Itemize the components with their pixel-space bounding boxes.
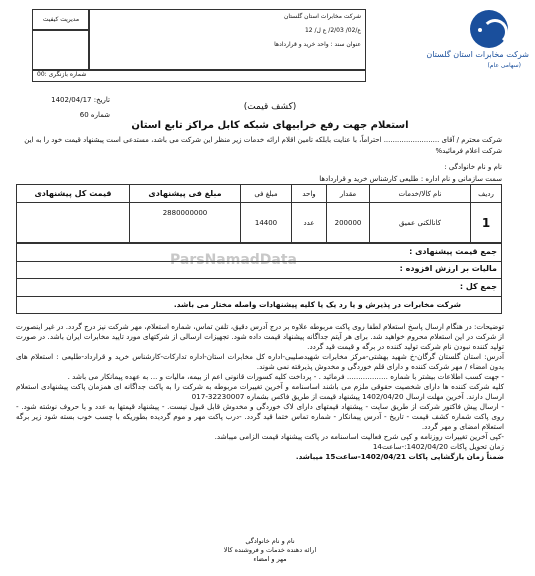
page-title: استعلام جهت رفع خرابیهای شبکه کابل مراکز تابع استان (131, 120, 409, 131)
doc-code: ع/02/ 2/03/ ع ل/ 12 (304, 27, 361, 34)
items-table (16, 184, 502, 243)
telecom-logo-icon (470, 10, 508, 48)
footer-stamp: مهر و امضاء (253, 555, 287, 563)
org-name: شرکت مخابرات استان گلستان (426, 50, 529, 59)
signer-position: سمت سازمانی و نام اداره : طلیعی کارشناس خرید و قراردادها (319, 175, 502, 183)
notes-block (16, 322, 504, 462)
col-proposed-price: مبلغ فی پیشنهادی (130, 185, 241, 203)
quality-label: مدیریت کیفیت (32, 9, 90, 31)
cell-qty: 200000 (327, 203, 370, 243)
cell-total (17, 203, 130, 243)
quality-box (32, 29, 90, 71)
intro-text: شرکت محترم / آقای ......................... احتراماً، با عنایت بابلکه تامین اقلام ارائه خدمات زیر منظر این شرکت می باشد، مستدعی است پیشنهاد قیمت خود را به این شرکت اعلام فرمائید% (24, 136, 502, 155)
vat-row (16, 261, 502, 279)
grand-total-label: جمع کل : (459, 282, 497, 291)
cell-item: کانالکنی عمیق (370, 203, 471, 243)
note-item: - ارسال پیش فاکتور شرکت از طریق سایت - پیشنهاد قیمتهای دارای لاک خوردگی و مخدوش قابل قبول نیست. - پیشنهاد قیمتها به عدد و با حروف نوشته شود. - روی پاکت شماره کشف قیمت - تاریخ - آدرس پیمانکار - شماره تماس ختما قید گردد. -درب پاکت مهر و موم گردیده بطوریکه با چسب خوب بسته شود زیر برگه استعلام امضای و مهر گردد. (16, 402, 504, 431)
col-unit-price: مبلغ فی (241, 185, 292, 203)
grand-total-row (16, 279, 502, 297)
cell-unit-price: 14400 (241, 203, 292, 243)
footer-name: نام و نام خانوادگی (245, 537, 295, 545)
table-header-row (17, 185, 502, 203)
org-sub: (سهامی عام) (487, 62, 521, 69)
note-item: توضیحات: در هنگام ارسال پاسخ استعلام لطفا روی پاکت مربوطه علاوه بر درج آدرس دقیق، تلفن تماس، شماره استعلام، مهر شرکت نیز درج گردد. در غیر اینصورت از شرکت در این استعلام محروم خواهید شد. برای هر آیتم جداگانه پیشنهاد قیمت داده شود. تجهیزات ارسالی از شرکتهای مورد تایید مخابرات ایران باشد. در صورت تولید کننده نبودن نام شرکت تولید کننده در برگه و قیمت قید گردد. (16, 322, 504, 351)
sum-total-label: جمع قیمت پیشنهادی : (409, 247, 497, 256)
cell-row: 1 (471, 203, 502, 243)
doc-number: شماره 60 (79, 111, 110, 119)
doc-date: تاریخ: 1402/04/17 (51, 96, 110, 104)
note-item: ضمناً زمان بازگشایی پاکات 1402/04/21-ساعت15 میباشد. (295, 452, 504, 461)
note-item: آدرس: استان گلستان گرگان-خ شهید بهشتی-مرکز مخابرات شهیدصلیبی-اداره کل مخابرات استان-اداره تدارکات-کارشناس خرید و قرارداد-طلیعی : استعلام های بدون امضاء / مهر شرکت کننده و دارای قلم خوردگی و مخدوش پذیرفته نمی شوند. (16, 352, 504, 371)
note-item: کلیه شرکت کننده ها دارای شخصیت حقوقی ملزم می باشند اساسنامه و آخرین تغییرات مربوطه به شرکت را به پاکت جداگانه ای همزمان پاکت پیشنهادی استعلام ارسال دارند. آخرین مهلت ارسال 1402/04/20 پیشنهاد قیمت از طریق فاکس بشماره 32230007-017 (16, 382, 504, 401)
signature-block (180, 537, 360, 564)
vat-label: مالیات بر ارزش افزوده : (399, 264, 497, 273)
revision-box (32, 69, 366, 82)
col-item: نام کالا/خدمات (370, 185, 471, 203)
note-item: - جهت کسب اطلاعات بیشتر با شماره .................. فرمائید . - پرداخت کلیه کسورات قانونی اعم از بیمه، مالیات و ... به عهده پیمانکار می باشد . (67, 372, 504, 381)
note-item: -کپی آخرین تغییرات روزنامه و کپی شرح فعالیت اساسنامه در پاکت پیشنهاد قیمت الزامی میباشد. (214, 432, 504, 441)
rights-text: شرکت مخابرات در پذیرش و یا رد یک یا کلیه پیشنهادات واصله مختار می باشد. (173, 300, 461, 309)
subtitle: (کشف قیمت) (243, 102, 297, 112)
col-row: ردیف (471, 185, 502, 203)
col-unit: واحد (292, 185, 327, 203)
footer-role: ارائه دهنده خدمات و فروشنده کالا (223, 546, 317, 554)
cell-unit: عدد (292, 203, 327, 243)
form-title: عنوان سند : واحد خرید و قراردادها (274, 41, 361, 48)
table-row (17, 203, 502, 243)
revision-number: شماره بازنگری :00 (37, 71, 87, 78)
signer-name: نام و نام خانوادگی : (444, 163, 502, 171)
org-line: شرکت مخابرات استان گلستان (284, 13, 361, 20)
rights-row (16, 297, 502, 314)
cell-proposed-price: 2880000000 (130, 203, 241, 243)
col-qty: مقدار (327, 185, 370, 203)
watermark: ParsNamadData (170, 252, 297, 268)
sum-total-row (16, 243, 502, 262)
note-item: زمان تحویل پاکات 1402/04/20:-ساعت14 (372, 442, 504, 451)
col-total: قیمت کل پیشنهادی (17, 185, 130, 203)
header-box (88, 9, 366, 71)
letterhead (0, 0, 535, 92)
